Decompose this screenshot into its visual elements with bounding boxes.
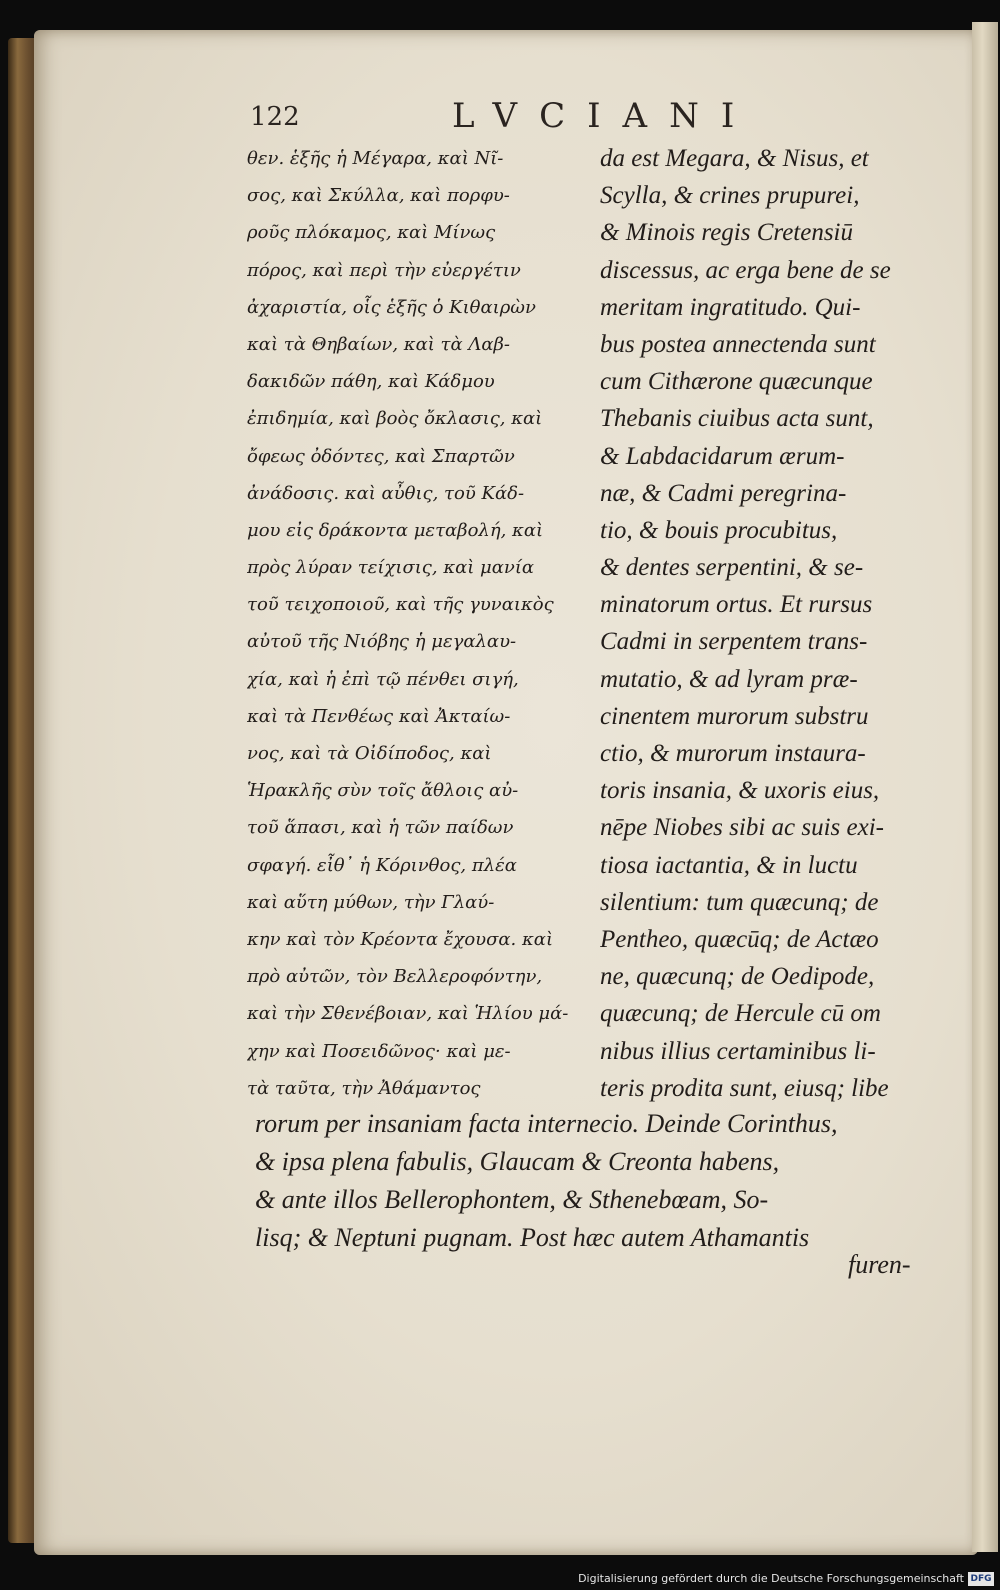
latin-line: nibus illius certaminibus li-: [600, 1037, 876, 1065]
greek-line: κην καὶ τὸν Κρέοντα ἔχουσα. καὶ: [247, 928, 553, 950]
greek-line: θεν. ἑξῆς ἡ Μέγαρα, καὶ Νῖ-: [247, 148, 504, 169]
latin-line: & Minois regis Cretensiū: [600, 219, 854, 247]
latin-line: quæcunq; de Hercule cū om: [600, 1000, 881, 1028]
greek-line: ἀχαριστία, οἷς ἑξῆς ὁ Κιθαιρὼν: [247, 296, 536, 318]
latin-line: cum Cithærone quæcunque: [600, 368, 873, 396]
latin-line: bus postea annectenda sunt: [600, 330, 876, 358]
greek-line: σος, καὶ Σκύλλα, καὶ πορφυ-: [247, 185, 510, 207]
latin-line: Thebanis ciuibus acta sunt,: [600, 405, 874, 433]
greek-line: πρὸς λύραν τείχισις, καὶ μανία: [247, 557, 535, 579]
latin-line: tiosa iactantia, & in luctu: [600, 851, 858, 879]
greek-line: χην καὶ Ποσειδῶνος· καὶ με-: [247, 1040, 511, 1062]
text-line: lisq; & Neptuni pugnam. Post hæc autem Athamantis: [255, 1223, 810, 1252]
greek-line: ὄφεως ὀδόντες, καὶ Σπαρτῶν: [247, 445, 515, 467]
text-line: rorum per insaniam facta internecio. Deinde Corinthus,: [255, 1109, 838, 1138]
page-edge: [972, 22, 998, 1552]
latin-line: cinentem murorum substru: [600, 702, 869, 730]
latin-line: toris insania, & uxoris eius,: [600, 777, 880, 805]
latin-line: ctio, & murorum instaura-: [600, 740, 866, 767]
greek-line: Ἡρακλῆς σὺν τοῖς ἄθλοις αὐ-: [247, 780, 519, 802]
latin-line: meritam ingratitudo. Qui-: [600, 293, 861, 321]
greek-line: ἀνάδοσις. καὶ αὖθις, τοῦ Κάδ-: [247, 482, 525, 504]
greek-line: μου εἰς δράκοντα μεταβολή, καὶ: [247, 519, 544, 541]
greek-line: καὶ τὴν Σθενέβοιαν, καὶ Ἡλίου μά-: [247, 1003, 569, 1025]
greek-line: ροῦς πλόκαμος, καὶ Μίνως: [247, 222, 496, 244]
latin-line: da est Megara, & Nisus, et: [600, 145, 869, 172]
latin-line: næ, & Cadmi peregrina-: [600, 479, 847, 507]
text-line: & ipsa plena fabulis, Glaucam & Creonta habens,: [255, 1147, 780, 1176]
latin-line: Scylla, & crines prupurei,: [600, 182, 860, 210]
dfg-logo: DFG: [968, 1572, 994, 1586]
funding-credit: Digitalisierung gefördert durch die Deutsche Forschungsgemeinschaft: [578, 1572, 964, 1585]
latin-line: & Labdacidarum ærum-: [600, 442, 845, 470]
greek-line: πρὸ αὐτῶν, τὸν Βελλεροφόντην,: [247, 966, 543, 988]
latin-text-column: [600, 140, 930, 1107]
text-line: & ante illos Bellerophontem, & Sthenebœam, So-: [255, 1185, 769, 1214]
latin-line: ne, quæcunq; de Oedipode,: [600, 963, 875, 991]
latin-line: Pentheo, quæcūq; de Actæo: [600, 925, 879, 953]
greek-text-column: [247, 140, 577, 1107]
full-width-text: [255, 1105, 935, 1257]
greek-line: τοῦ τειχοποιοῦ, καὶ τῆς γυναικὸς: [247, 594, 554, 616]
latin-line: Cadmi in serpentem trans-: [600, 628, 868, 656]
latin-line: tio, & bouis procubitus,: [600, 516, 838, 544]
greek-line: σφαγή. εἶθ᾽ ἡ Κόρινθος, πλέα: [247, 854, 517, 876]
latin-line: teris prodita sunt, eiusq; libe: [600, 1074, 889, 1102]
latin-line: mutatio, & ad lyram præ-: [600, 665, 858, 693]
latin-line: silentium: tum quæcunq; de: [600, 888, 879, 916]
running-head: LVCIANI: [452, 96, 757, 136]
latin-line: & dentes serpentini, & se-: [600, 554, 864, 582]
latin-line: minatorum ortus. Et rursus: [600, 591, 873, 619]
page-number: 122: [250, 102, 300, 132]
greek-line: αὐτοῦ τῆς Νιόβης ἡ μεγαλαυ-: [247, 631, 517, 653]
greek-line: νος, καὶ τὰ Οἰδίποδος, καὶ: [247, 743, 492, 764]
greek-line: καὶ αὕτη μύθων, τὴν Γλαύ-: [247, 891, 495, 913]
greek-line: δακιδῶν πάθη, καὶ Κάδμου: [247, 371, 495, 393]
greek-line: χία, καὶ ἡ ἐπὶ τῷ πένθει σιγή,: [247, 668, 519, 690]
greek-line: καὶ τὰ Θηβαίων, καὶ τὰ Λαβ-: [247, 333, 511, 355]
catchword: furen-: [848, 1250, 911, 1279]
latin-line: nēpe Niobes sibi ac suis exi-: [600, 814, 884, 842]
greek-line: ἐπιδημία, καὶ βοὸς ὄκλασις, καὶ: [247, 408, 543, 430]
latin-line: discessus, ac erga bene de se: [600, 256, 891, 284]
greek-line: τοῦ ἅπασι, καὶ ἡ τῶν παίδων: [247, 817, 514, 839]
greek-line: καὶ τὰ Πενθέως καὶ Ἀκταίω-: [247, 705, 511, 727]
greek-line: πόρος, καὶ περὶ τὴν εὐεργέτιν: [247, 259, 521, 281]
greek-line: τὰ ταῦτα, τὴν Ἀθάμαντος: [247, 1077, 481, 1099]
